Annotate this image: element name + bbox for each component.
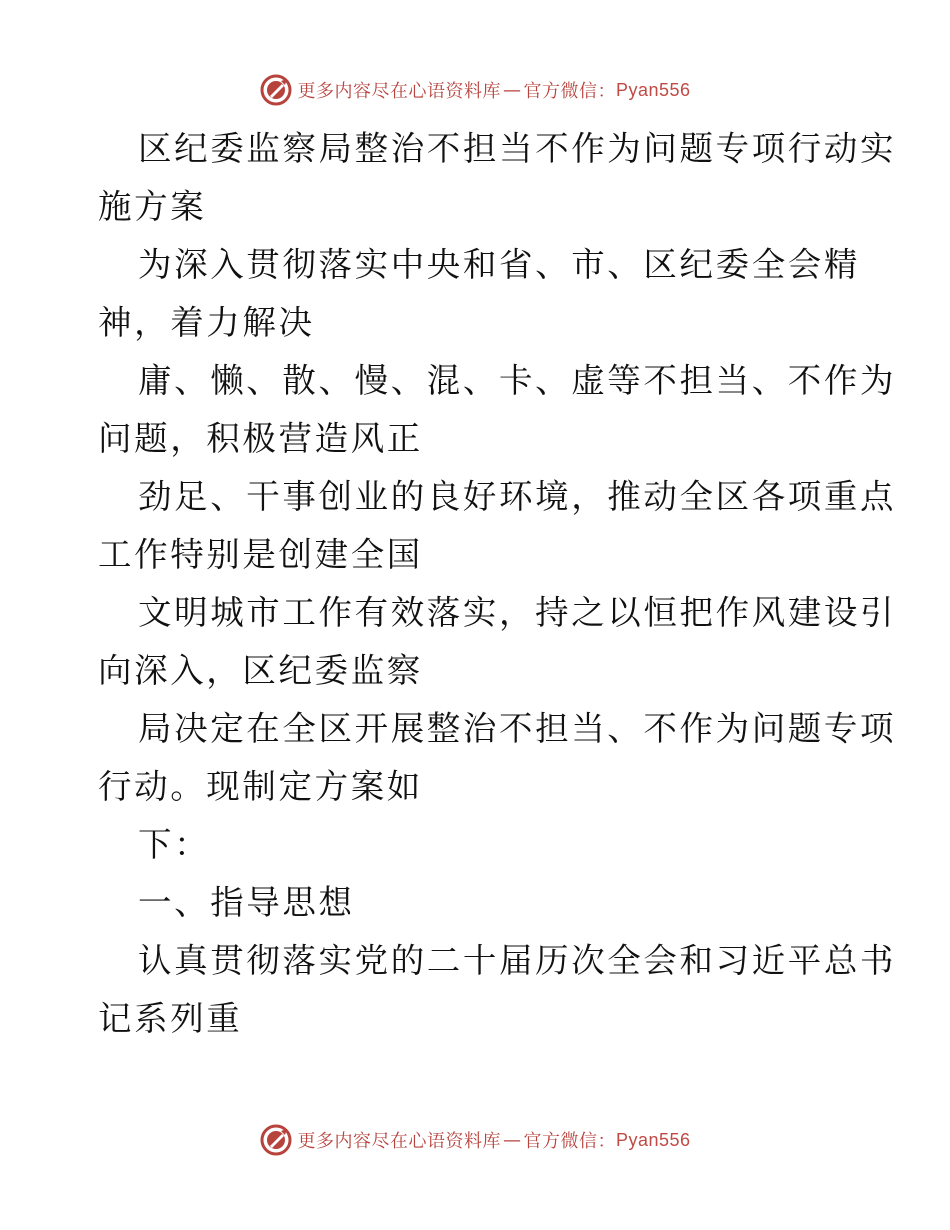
paragraph-line: 区纪委监察局整治不担当不作为问题专项行动实: [138, 129, 897, 168]
paragraph: [98, 584, 897, 700]
banner-wechat-id: Pyan556: [615, 1129, 691, 1150]
paragraph-line: 为深入贯彻落实中央和省、市、区纪委全会精: [138, 245, 860, 284]
paragraph: [98, 816, 858, 874]
paragraph-line: 施方案: [98, 187, 207, 226]
banner-dash: —: [502, 79, 522, 101]
paragraph-line: 一、指导思想: [138, 883, 355, 922]
paragraph: [98, 932, 897, 1048]
paragraph-line: 记系列重: [98, 999, 243, 1038]
paragraph: [98, 352, 897, 468]
pen-nib-logo-icon: [259, 1123, 293, 1157]
paragraph-line: 问题，积极营造风正: [98, 419, 423, 458]
banner-dash: —: [502, 1129, 522, 1151]
pen-nib-logo-icon: [259, 73, 293, 107]
document-body: [98, 120, 897, 1048]
paragraph-line: 神，着力解决: [98, 303, 315, 342]
paragraph: [98, 236, 858, 352]
paragraph-line: 劲足、干事创业的良好环境，推动全区各项重点: [138, 477, 897, 516]
paragraph-line: 庸、懒、散、慢、混、卡、虚等不担当、不作为: [138, 361, 897, 400]
header-banner: [0, 70, 950, 110]
footer-banner: [0, 1120, 950, 1160]
paragraph-line: 局决定在全区开展整治不担当、不作为问题专项: [138, 709, 897, 748]
banner-wechat-id: Pyan556: [615, 79, 691, 100]
paragraph: [98, 700, 897, 816]
banner-label: 更多内容尽在心语资料库: [297, 81, 501, 102]
paragraph-title: [98, 120, 897, 236]
paragraph-line: 认真贯彻落实党的二十届历次全会和习近平总书: [138, 941, 897, 980]
paragraph-line: 工作特别是创建全国: [98, 535, 423, 574]
banner-label: 更多内容尽在心语资料库: [297, 1131, 501, 1152]
paragraph-line: 向深入，区纪委监察: [98, 651, 423, 690]
banner-wechat-label: 官方微信：: [523, 81, 616, 102]
paragraph-line: 下：: [138, 825, 211, 864]
paragraph-line: 文明城市工作有效落实，持之以恒把作风建设引: [138, 593, 897, 632]
paragraph-line: 行动。现制定方案如: [98, 767, 423, 806]
section-heading: [98, 874, 858, 932]
paragraph: [98, 468, 897, 584]
banner-wechat-label: 官方微信：: [523, 1131, 616, 1152]
